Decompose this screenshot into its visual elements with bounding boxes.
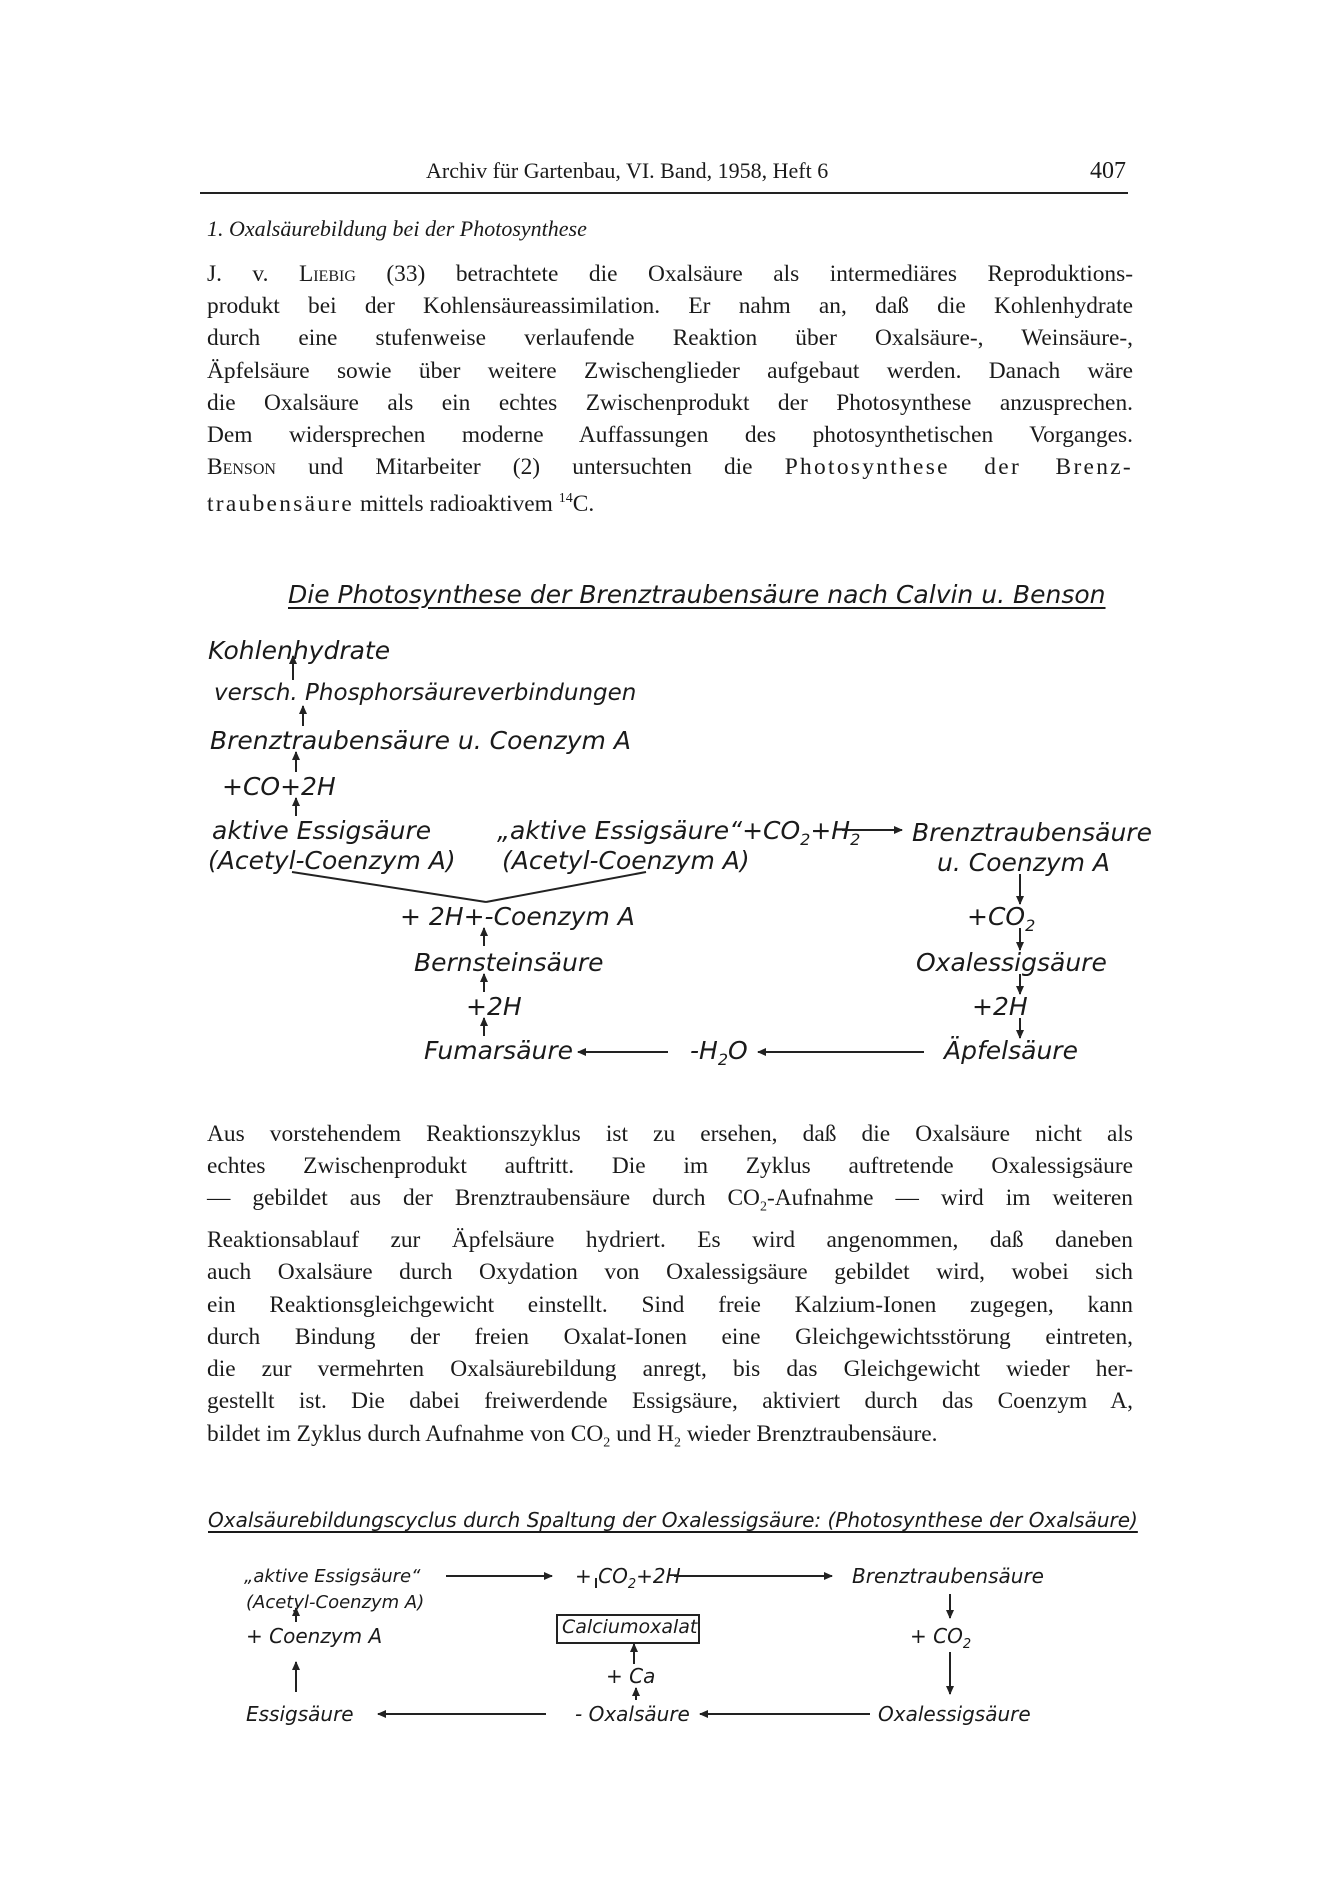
- node-2h-left: +2H: [466, 992, 522, 1021]
- text-line: die zur vermehrten Oxalsäurebildung anregt, bis das Gleichgewicht wieder her-: [207, 1356, 1133, 1383]
- node-aktive-essigsaeure: „aktive Essigsäure“: [244, 1566, 421, 1587]
- diagram-1-title: Die Photosynthese der Brenztraubensäure nach Calvin u. Benson: [288, 580, 1106, 609]
- node-apfelsaeure: Äpfelsäure: [944, 1036, 1078, 1065]
- node-plus-co2: + $CO_2$: [910, 1624, 972, 1652]
- author-liebig: Liebig: [298, 261, 356, 287]
- text-line: ein Reaktionsgleichgewicht einstellt. Sind freie Kalzium-Ionen zugegen, kann: [207, 1291, 1133, 1318]
- node-2h-coenzym: + 2H+-Coenzym A: [400, 902, 635, 931]
- text-line: — gebildet aus der Brenztraubensäure durch $CO_2$-Aufnahme — wird im weiteren: [207, 1185, 1133, 1216]
- node-brenztraubensaeure-right: Brenztraubensäure: [912, 818, 1152, 847]
- page-number: 407: [1090, 158, 1126, 184]
- node-phosphorsaeureverbindungen: versch. Phosphorsäureverbindungen: [214, 680, 637, 706]
- node-co2-2h: + $CO_2+2H$: [575, 1564, 681, 1592]
- text-line: Benson und Mitarbeiter (2) untersuchten die Photosynthese der Brenz-: [207, 454, 1133, 481]
- node-plus-ca: + Ca: [606, 1664, 656, 1688]
- text-line: Dem widersprechen moderne Auffassungen des photosynthetischen Vorganges.: [207, 422, 1133, 449]
- node-fumarsaeure: Fumarsäure: [424, 1036, 574, 1065]
- node-kohlenhydrate: Kohlenhydrate: [208, 636, 391, 665]
- paragraph-discussion: [207, 1118, 1133, 1459]
- running-header: [200, 154, 1128, 194]
- node-essigsaeure: Essigsäure: [246, 1702, 354, 1726]
- node-brenztraubensaeure: Brenztraubensäure: [852, 1564, 1044, 1588]
- node-oxalessigsaeure: Oxalessigsäure: [916, 948, 1107, 977]
- text-line: J. v. Liebig (33) betrachtete die Oxalsäure als intermediäres Reproduktions-: [207, 261, 1133, 287]
- paragraph-intro: [207, 258, 1133, 520]
- text-line: Aus vorstehendem Reaktionszyklus ist zu ersehen, daß die Oxalsäure nicht als: [207, 1121, 1133, 1147]
- node-acetyl-coenzym: (Acetyl-Coenzym A): [246, 1592, 425, 1613]
- node-aktive-essigsaeure-1: aktive Essigsäure: [212, 816, 432, 845]
- author-benson: Benson: [207, 454, 276, 481]
- running-title: Archiv für Gartenbau, VI. Band, 1958, Heft 6: [426, 158, 829, 183]
- text-line: traubensäure mittels radioaktivem $^{14}$C.: [207, 491, 595, 518]
- node-minus-oxalsaeure: - Oxalsäure: [575, 1702, 690, 1726]
- text-line: Äpfelsäure sowie über weitere Zwischenglieder aufgebaut werden. Danach wäre: [207, 357, 1133, 384]
- text-line: durch eine stufenweise verlaufende Reaktion über Oxalsäure-, Weinsäure-,: [207, 325, 1133, 352]
- node-aktive-essigsaeure-2: „aktive $Essigsäure“+CO_2+H_2$: [497, 816, 861, 849]
- node-calciumoxalat: Calciumoxalat: [562, 1616, 698, 1638]
- node-acetyl-coenzym-1: (Acetyl-Coenzym A): [208, 846, 456, 875]
- text-line: echtes Zwischenprodukt auftritt. Die im Zyklus auftretende Oxalessigsäure: [207, 1153, 1133, 1180]
- node-brenztraubensaeure-coenzym: Brenztraubensäure u. Coenzym A: [210, 726, 631, 755]
- node-u-coenzym: u. Coenzym A: [937, 848, 1111, 877]
- line-v-right: [486, 872, 646, 902]
- node-h2o: $-H_2O$: [690, 1036, 748, 1069]
- node-co-2h: +CO+2H: [222, 772, 336, 801]
- node-2h-right: +2H: [972, 992, 1028, 1021]
- text-line: gestellt ist. Die dabei freiwerdende Essigsäure, aktiviert durch das Coenzym A,: [207, 1388, 1133, 1415]
- text-line: Reaktionsablauf zur Äpfelsäure hydriert. Es wird angenommen, daß daneben: [207, 1227, 1133, 1254]
- line-v-left: [292, 872, 486, 902]
- text-line: durch Bindung der freien Oxalat-Ionen eine Gleichgewichtsstörung eintreten,: [207, 1323, 1133, 1350]
- node-plus-coenzym: + Coenzym A: [246, 1624, 383, 1648]
- node-oxalessigsaeure-2: Oxalessigsäure: [878, 1702, 1031, 1726]
- text-line: bildet im Zyklus durch Aufnahme von $CO_2$ und $H_2$ wieder Brenztraubensäure.: [207, 1420, 938, 1451]
- text-line: die Oxalsäure als ein echtes Zwischenprodukt der Photosynthese anzusprechen.: [207, 389, 1133, 416]
- node-co2: $+CO_2$: [967, 902, 1036, 935]
- node-acetyl-coenzym-2: (Acetyl-Coenzym A): [502, 846, 750, 875]
- text-line: auch Oxalsäure durch Oxydation von Oxalessigsäure gebildet wird, wobei sich: [207, 1259, 1133, 1286]
- text-line: produkt bei der Kohlensäureassimilation. Er nahm an, daß die Kohlenhydrate: [207, 293, 1133, 320]
- node-bernsteinsaeure: Bernsteinsäure: [414, 948, 604, 977]
- section-heading: 1. Oxalsäurebildung bei der Photosynthese: [207, 216, 587, 241]
- diagram-2-title: Oxalsäurebildungscyclus durch Spaltung der Oxalessigsäure: (Photosynthese der Oxalsäure): [208, 1508, 1138, 1532]
